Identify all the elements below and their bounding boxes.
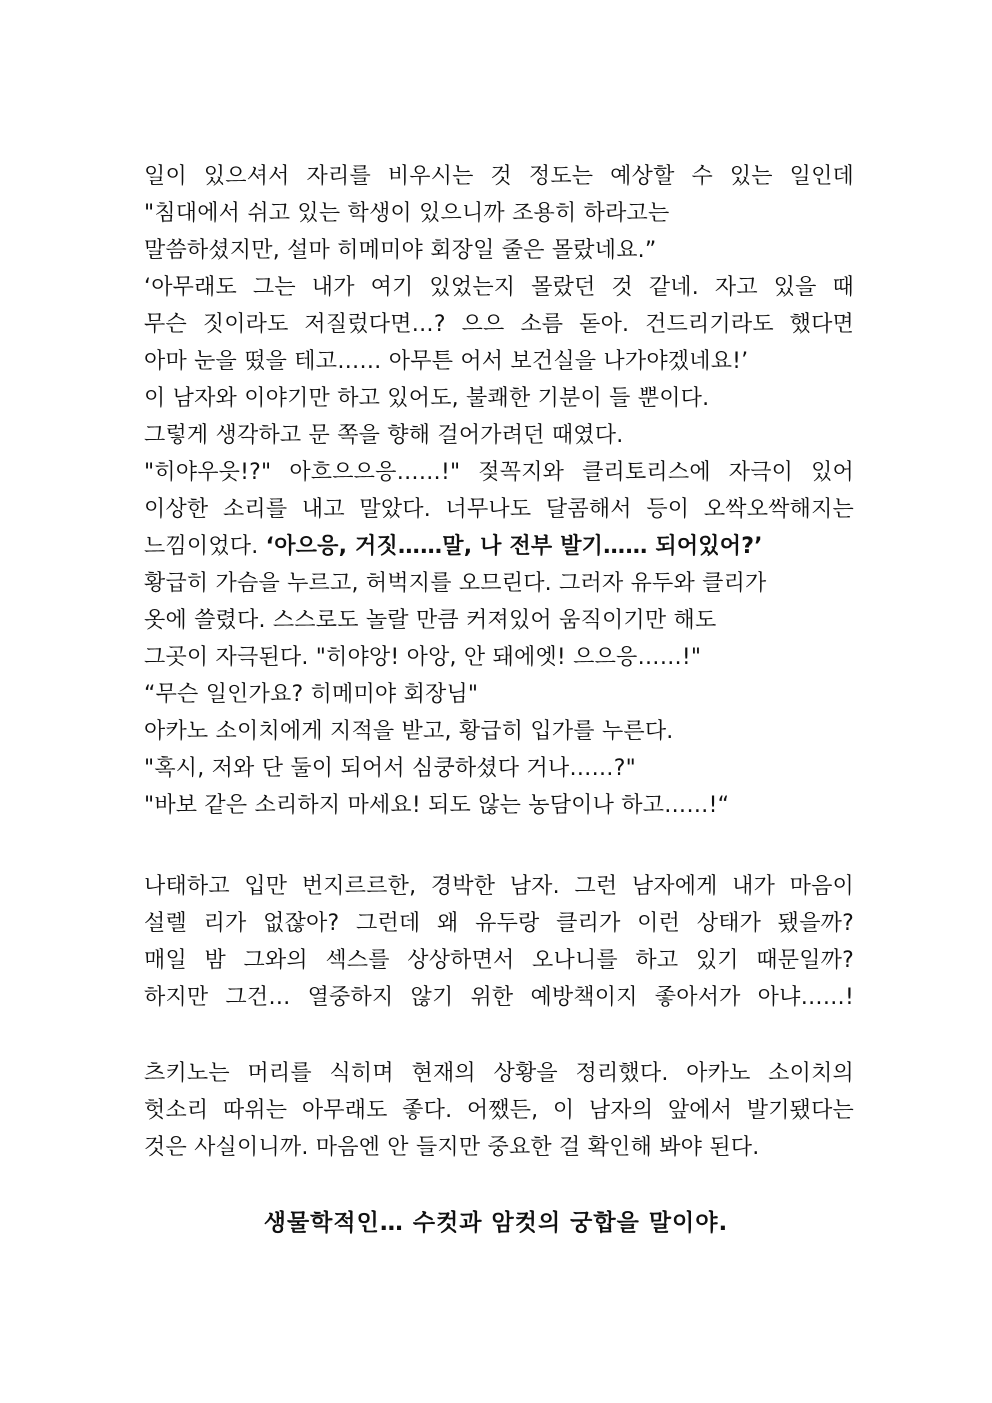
text-line: 황급히 가슴을 누르고, 허벅지를 오므린다. 그러자 유두와 클리가 [144,571,767,596]
text-line: 이상한 소리를 내고 말았다. 너무나도 달콤해서 등이 오싹오싹해지는 [144,497,854,522]
text-line: 이 남자와 이야기만 하고 있어도, 불쾌한 기분이 들 뿐이다. [144,386,710,411]
text-line: 하지만 그건… 열중하지 않기 위한 예방책이지 좋아서가 아냐……! [144,985,854,1010]
text-line: 헛소리 따위는 아무래도 좋다. 어쨌든, 이 남자의 앞에서 발기됐다는 [144,1098,854,1123]
text-line: "혹시, 저와 단 둘이 되어서 심쿵하셨다 거나……?" [144,756,636,781]
closing-emphasis-line: 생물학적인… 수컷과 암컷의 궁합을 말이야. [263,1210,729,1236]
text-line: "침대에서 쉬고 있는 학생이 있으니까 조용히 하라고는 [144,201,670,226]
text-line: 것은 사실이니까. 마음엔 안 들지만 중요한 걸 확인해 봐야 된다. [144,1135,760,1160]
paragraph-monologue [144,868,854,1016]
text-line: 아카노 소이치에게 지적을 받고, 황급히 입가를 누른다. [144,719,674,744]
text-line: 나태하고 입만 번지르르한, 경박한 남자. 그런 남자에게 내가 마음이 [144,874,854,899]
paragraph-dialogue [144,158,854,824]
text-line: 츠키노는 머리를 식히며 현재의 상황을 정리했다. 아카노 소이치의 [144,1061,854,1086]
text-line: 일이 있으셔서 자리를 비우시는 것 정도는 예상할 수 있는 일인데 [144,164,854,189]
text-emphasis: ‘아으응, 거짓……말, 나 전부 발기…… 되어있어?’ [265,534,763,559]
text-line: 매일 밤 그와의 섹스를 상상하면서 오나니를 하고 있기 때문일까? [144,948,854,973]
text-plain: 느낌이었다. [144,534,266,559]
text-line: “무슨 일인가요? 히메미야 회장님" [144,682,479,707]
text-line: 그곳이 자극된다. "히야앙! 아앙, 안 돼에엣! 으으응……!" [144,645,702,670]
text-line: 그렇게 생각하고 문 쪽을 향해 걸어가려던 때였다. [144,423,624,448]
paragraph-narration [144,1055,854,1166]
text-line: 아마 눈을 떴을 테고…… 아무튼 어서 보건실을 나가야겠네요!’ [144,349,749,374]
text-line-with-emphasis [144,528,854,565]
text-line: 무슨 짓이라도 저질렀다면…? 으으 소름 돋아. 건드리기라도 했다면 [144,312,854,337]
text-line: 옷에 쓸렸다. 스스로도 놀랄 만큼 커져있어 움직이기만 해도 [144,608,717,633]
text-line: 말씀하셨지만, 설마 히메미야 회장일 줄은 몰랐네요.” [144,238,657,263]
text-line: "바보 같은 소리하지 마세요! 되도 않는 농담이나 하고……!“ [144,793,730,818]
text-line: 설렐 리가 없잖아? 그런데 왜 유두랑 클리가 이런 상태가 됐을까? [144,911,854,936]
text-line: "히야우읏!?" 아흐으으응……!" 젖꼭지와 클리토리스에 자극이 있어 [144,460,854,485]
text-line: ‘아무래도 그는 내가 여기 있었는지 몰랐던 것 같네. 자고 있을 때 [144,275,854,300]
